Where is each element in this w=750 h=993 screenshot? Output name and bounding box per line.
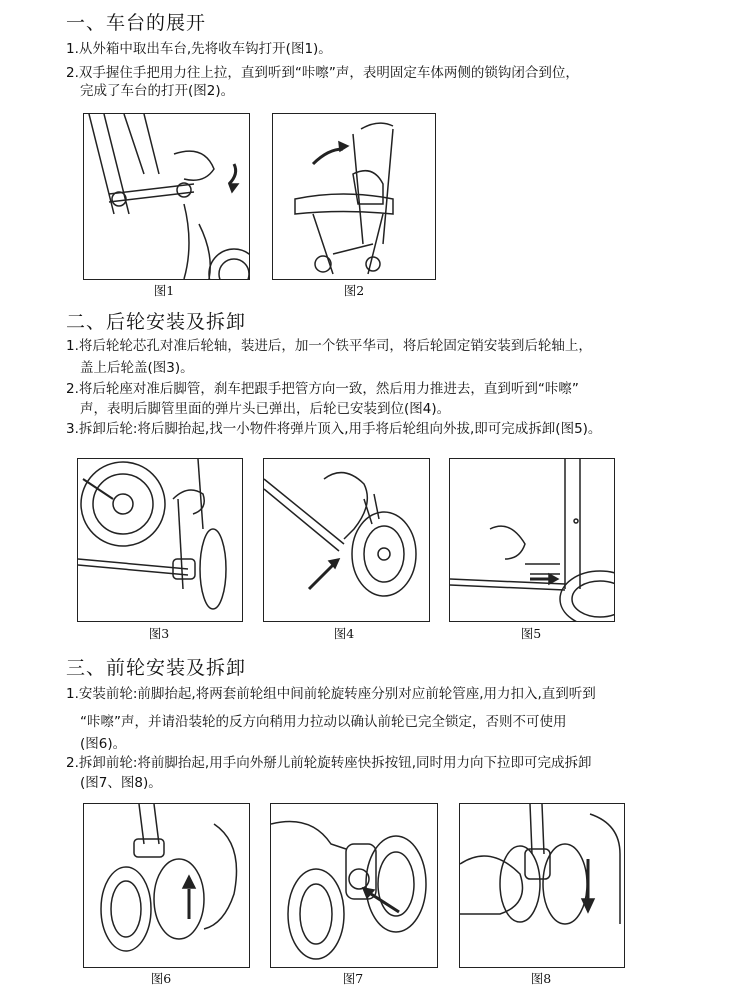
section-2-step-2: 2.将后轮座对准后脚管，刹车把跟手把管方向一致，然后用力推进去，直到听到“咔嚓” [66, 381, 579, 397]
section-1-step-1: 1.从外箱中取出车台,先将收车钩打开(图1)。 [66, 41, 332, 57]
figure-7-caption: 图7 [342, 971, 364, 986]
section-2-step-3: 3.拆卸后轮:将后脚抬起,找一小物件将弹片顶入,用手将后轮组向外拔,即可完成拆卸(图5)。 [66, 421, 602, 437]
figure-6-illustration [83, 803, 250, 968]
section-1-title: 一、车台的展开 [66, 12, 207, 34]
section-2-step-2-cont: 声，表明后脚管里面的弹片头已弹出，后轮已安装到位(图4)。 [80, 401, 451, 417]
section-3-step-1-ref: (图6)。 [80, 736, 127, 752]
figure-8-illustration [459, 803, 625, 968]
figure-7-illustration [270, 803, 438, 968]
section-2-step-1: 1.将后轮轮芯孔对准后轮轴，装进后，加一个铁平华司，将后轮固定销安装到后轮轴上， [66, 338, 592, 354]
figure-3-illustration [77, 458, 243, 622]
section-2-step-1-cont: 盖上后轮盖(图3)。 [80, 360, 194, 376]
figure-2-illustration [272, 113, 436, 280]
section-3-step-2: 2.拆卸前轮:将前脚抬起,用手向外掰儿前轮旋转座快拆按钮,同时用力向下拉即可完成拆卸 [66, 755, 592, 771]
section-1-step-2-cont: 完成了车台的打开(图2)。 [80, 83, 235, 99]
figure-5-illustration [449, 458, 615, 622]
figure-6-caption: 图6 [150, 971, 172, 986]
figure-3-caption: 图3 [148, 626, 170, 641]
figure-4-illustration [263, 458, 430, 622]
figure-4-caption: 图4 [333, 626, 355, 641]
figure-1-caption: 图1 [153, 283, 175, 298]
section-3-step-1: 1.安装前轮:前脚抬起,将两套前轮组中间前轮旋转座分别对应前轮管座,用力扣入,直到听到 [66, 686, 596, 702]
section-3-step-2-ref: (图7、图8)。 [80, 775, 162, 791]
section-3-title: 三、前轮安装及拆卸 [66, 657, 247, 679]
section-2-title: 二、后轮安装及拆卸 [66, 311, 247, 333]
figure-2-caption: 图2 [343, 283, 365, 298]
figure-5-caption: 图5 [520, 626, 542, 641]
figure-8-caption: 图8 [530, 971, 552, 986]
figure-1-illustration [83, 113, 250, 280]
section-3-step-1-cont: “咔嚓”声，并请沿装轮的反方向稍用力拉动以确认前轮已完全锁定，否则不可使用 [80, 714, 567, 730]
section-1-step-2: 2.双手握住手把用力往上拉，直到听到“咔嚓”声，表明固定车体两侧的锁钩闭合到位， [66, 65, 579, 81]
